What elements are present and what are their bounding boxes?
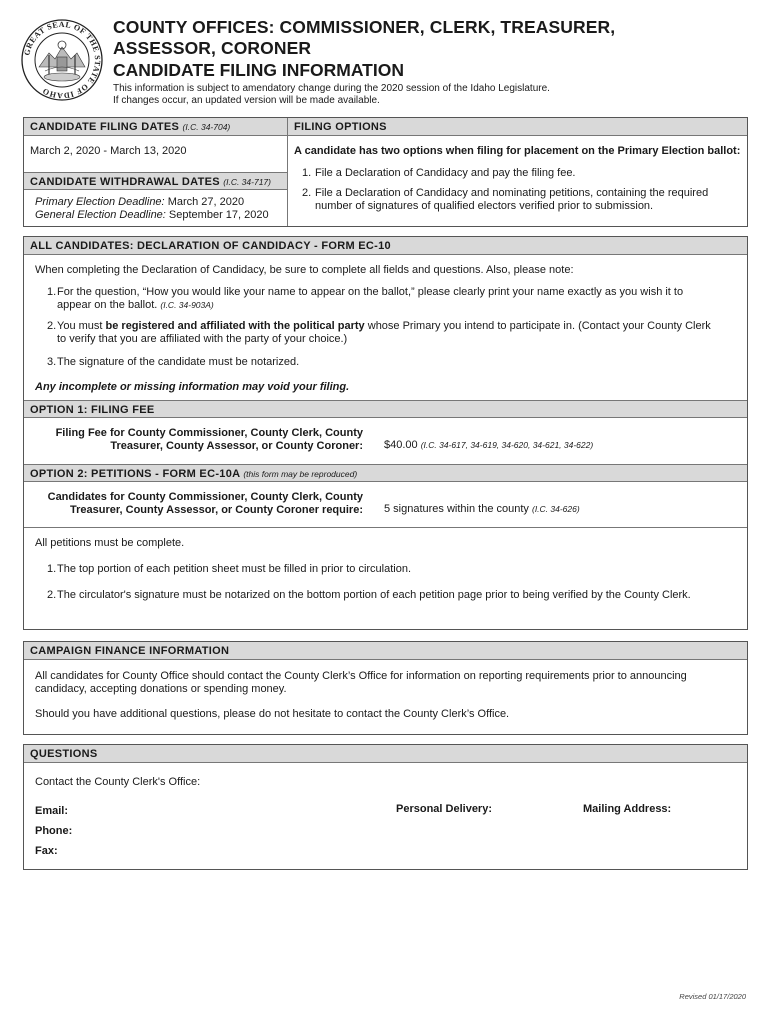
filing-dates-ref: (I.C. 34-704) [182, 122, 231, 132]
declaration-warning: Any incomplete or missing information may void your filing. [35, 381, 350, 393]
list-item: 2. File a Declaration of Candidacy and nominating petitions, containing the required number of signatures of qualified electors verified prior to submission. [302, 187, 709, 212]
option1-heading: OPTION 1: FILING FEE [24, 400, 747, 418]
list-item: 1. File a Declaration of Candidacy and pay the filing fee. [302, 167, 576, 179]
questions-heading: QUESTIONS [24, 745, 747, 763]
campaign-heading: CAMPAIGN FINANCE INFORMATION [24, 642, 747, 660]
fax-label: Fax: [35, 845, 58, 857]
list-item: 1. For the question, “How you would like your name to appear on the ballot,” please clearly print your name exactly as you wish it to appear on the ballot. (I.C. 34-903A) [47, 286, 684, 311]
option1-row: Filing Fee for County Commissioner, County Clerk, County Treasurer, County Assessor, or County Coroner: $40.00 (I.C. 34-617, 34-619, 34-620, 34-621, 34-622) [55, 427, 594, 452]
questions-section [23, 744, 748, 870]
list-item: 2. The circulator's signature must be notarized on the bottom portion of each petition page prior to being verified by the County Clerk. [47, 589, 691, 601]
questions-intro: Contact the County Clerk's Office: [35, 776, 201, 788]
declaration-heading: ALL CANDIDATES: DECLARATION OF CANDIDACY - FORM EC-10 [24, 237, 747, 255]
filing-fee-ref: (I.C. 34-617, 34-619, 34-620, 34-621, 34-622) [420, 440, 594, 450]
primary-deadline-label: Primary Election Deadline: [35, 196, 165, 208]
filing-dates-heading: CANDIDATE FILING DATES (I.C. 34-704) [24, 118, 287, 136]
list-item: 2. You must be registered and affiliated with the political party whose Primary you intend to participate in. (Contact your County Clerk to verify that you are affiliated with the party of your choice.) [47, 320, 711, 345]
revised-date: Revised 01/17/2020 [679, 992, 746, 1001]
filing-options-intro: A candidate has two options when filing for placement on the Primary Election ballot: [294, 145, 741, 157]
mailing-address-label: Mailing Address: [583, 803, 672, 815]
document-header [113, 17, 753, 107]
option2-row: Candidates for County Commissioner, County Clerk, County Treasurer, County Assessor, or County Coroner require: 5 signatures within the county (I.C. 34-626) [24, 482, 747, 528]
list-item: 1. The top portion of each petition sheet must be filled in prior to circulation. [47, 563, 412, 575]
signatures-value: 5 signatures within the county [384, 502, 529, 515]
general-deadline-value: September 17, 2020 [168, 209, 269, 221]
campaign-para-1: All candidates for County Office should contact the County Clerk’s Office for information on reporting requirements prior to announcing candidacy, accepting donations or spending money. [35, 670, 687, 695]
dates-and-options-section [23, 117, 748, 227]
option2-heading-note: (this form may be reproduced) [243, 469, 358, 479]
general-deadline-label: General Election Deadline: [35, 209, 166, 221]
title-line-1: COUNTY OFFICES: COMMISSIONER, CLERK, TREASURER, [113, 17, 616, 37]
personal-delivery-label: Personal Delivery: [396, 803, 492, 815]
option2-heading: OPTION 2: PETITIONS - FORM EC-10A (this form may be reproduced) [24, 464, 747, 482]
seal-ring-text: GREAT SEAL OF THE STATE OF IDAHO [22, 19, 103, 101]
filing-dates-value: March 2, 2020 - March 13, 2020 [30, 145, 187, 157]
declaration-intro: When completing the Declaration of Candidacy, be sure to complete all fields and questions. Also, please note: [35, 264, 574, 276]
campaign-para-2: Should you have additional questions, please do not hesitate to contact the County Clerk’s Office. [35, 708, 510, 720]
email-label: Email: [35, 805, 69, 817]
campaign-finance-section [23, 641, 748, 735]
header-note-line-2: If changes occur, an updated version will be made available. [113, 95, 380, 106]
filing-options-heading: FILING OPTIONS [288, 118, 747, 136]
petitions-intro: All petitions must be complete. [35, 537, 185, 549]
signatures-ref: (I.C. 34-626) [531, 503, 580, 514]
list-item: 3. The signature of the candidate must be notarized. [47, 356, 300, 368]
declaration-section [23, 236, 748, 630]
primary-deadline-value: March 27, 2020 [167, 196, 245, 208]
phone-label: Phone: [35, 825, 73, 837]
idaho-state-seal [21, 19, 103, 101]
title-line-3: CANDIDATE FILING INFORMATION [113, 60, 404, 80]
withdrawal-dates-heading: CANDIDATE WITHDRAWAL DATES (I.C. 34-717) [24, 172, 287, 190]
header-note-line-1: This information is subject to amendatory change during the 2020 session of the Idaho Legislature. [113, 83, 550, 94]
filing-fee-value: $40.00 [384, 439, 418, 451]
title-line-2: ASSESSOR, CORONER [113, 38, 312, 58]
withdrawal-dates-ref: (I.C. 34-717) [223, 177, 271, 187]
